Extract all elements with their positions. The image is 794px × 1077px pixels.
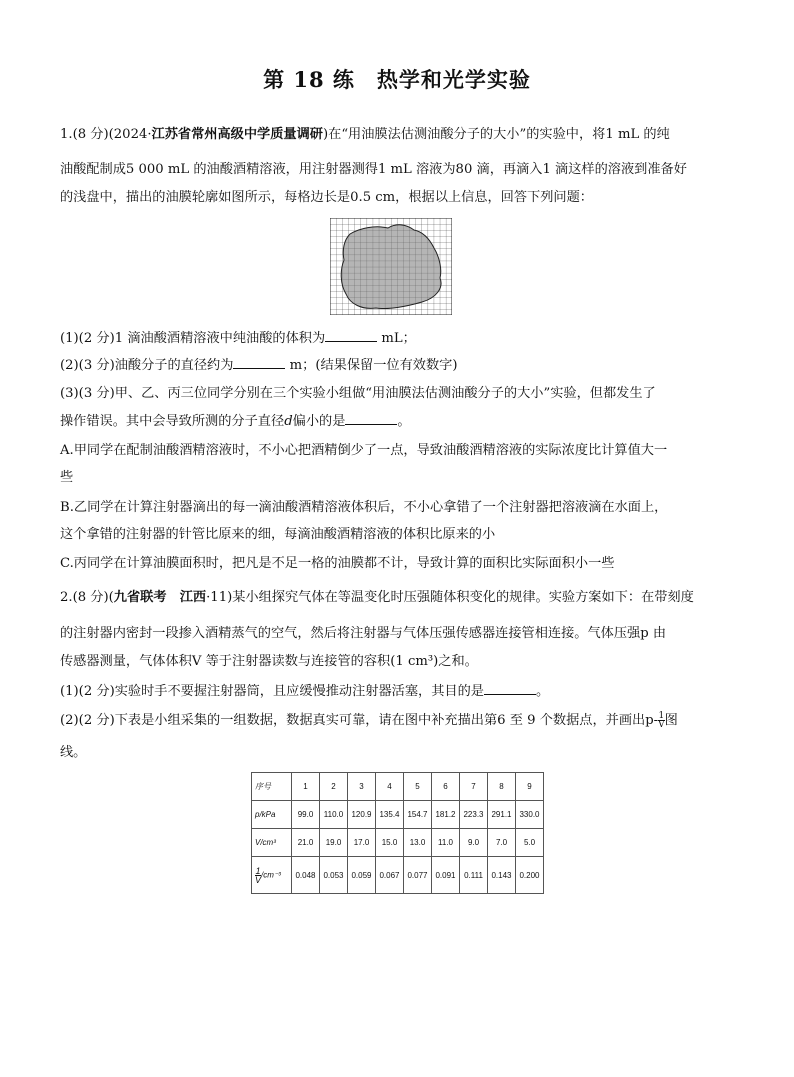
q1-option-b-line-1: B.乙同学在计算注射器滴出的每一滴油酸酒精溶液体积后，不小心拿错了一个注射器把溶液滴在水面上， [60,500,668,515]
table-cell: 8 [488,773,516,801]
q1-sub1 [60,329,750,348]
q1-line-3: 的浅盘中，描出的油膜轮廓如图所示，每格边长是0.5 cm，根据以上信息，回答下列问题： [60,190,593,205]
table-cell: 135.4 [376,801,404,829]
table-cell: 5 [404,773,432,801]
q1-option-b-line-2: 这个拿错的注射器的针管比原来的细，每滴油酸酒精溶液的体积比原来的小 [60,527,496,542]
q1-sub3-line-1: (3)(3 分)甲、乙、丙三位同学分别在三个实验小组做“用油膜法估测油酸分子的大小”实验，但都发生了 [60,386,656,401]
row-label-unit: /cm⁻³ [261,870,281,880]
q2-line-3: 传感器测量，气体体积V 等于注射器读数与连接管的容积(1 cm³)之和。 [60,654,478,669]
q2-head: 2.(8 分)( [60,590,114,605]
table-cell: 110.0 [320,801,348,829]
q2-sub2-text: (2)(2 分)下表是小组采集的一组数据，数据真实可靠，请在图中补充描出第6 至 9 个数据点，并画出p- [60,713,659,728]
table-cell: 11.0 [432,829,460,857]
table-cell: 120.9 [348,801,376,829]
table-cell: 3 [348,773,376,801]
row-label-volume: V/cm³ [252,829,292,857]
table-cell: 4 [376,773,404,801]
table-cell: 0.091 [432,857,460,894]
table-cell: 0.053 [320,857,348,894]
row-label-inverse-volume [252,857,292,894]
row-label-pressure: p/kPa [252,801,292,829]
q2-sub1-end: 。 [536,684,550,699]
table-cell: 9.0 [460,829,488,857]
table-cell: 99.0 [292,801,320,829]
table-cell: 0.067 [376,857,404,894]
answer-blank-3[interactable] [345,412,397,425]
table-cell: 0.059 [348,857,376,894]
frac-denominator: V [658,720,665,730]
q1-sub3-line-2 [60,412,750,431]
q1-option-c: C.丙同学在计算油膜面积时，把凡是不足一格的油膜都不计，导致计算的面积比实际面积小一些 [60,556,615,571]
table-row-volume [252,829,544,857]
page-title: 第 18 练 热学和光学实验 [263,67,531,92]
q1-sub3-text: 操作错误。其中会导致所测的分子直径 [60,414,285,429]
table-row-pressure [252,801,544,829]
table-cell: 0.111 [460,857,488,894]
q1-sub2-unit: m；(结果保留一位有效数字) [285,358,458,373]
oil-film-figure [330,218,452,315]
answer-blank-4[interactable] [484,682,536,695]
table-cell: 181.2 [432,801,460,829]
table-cell: 17.0 [348,829,376,857]
answer-blank-2[interactable] [233,356,285,369]
row-frac-num: 1 [255,865,261,876]
q2-sub1-text: (1)(2 分)实验时手不要握注射器筒，且应缓慢推动注射器活塞，其目的是 [60,684,484,699]
table-cell: 5.0 [516,829,544,857]
table-cell: 19.0 [320,829,348,857]
table-cell: 13.0 [404,829,432,857]
table-cell: 7 [460,773,488,801]
table-cell: 9 [516,773,544,801]
table-cell: 0.200 [516,857,544,894]
table-row-inverse-volume [252,857,544,894]
q2-tail: ·11)某小组探究气体在等温变化时压强随体积变化的规律。实验方案如下：在带刻度 [206,590,694,605]
q1-line-2: 油酸配制成5 000 mL 的油酸酒精溶液，用注射器测得1 mL 溶液为80 滴，再滴入1 滴这样的溶液到准备好 [60,162,687,177]
table-cell: 1 [292,773,320,801]
q1-sub1-text: (1)(2 分)1 滴油酸酒精溶液中纯油酸的体积为 [60,331,326,346]
q2-sub2-end: 图 [664,713,678,728]
table-cell: 6 [432,773,460,801]
q1-sub3-text-b: 偏小的是 [292,414,346,429]
table-cell: 0.048 [292,857,320,894]
table-cell: 291.1 [488,801,516,829]
q1-sub3-var: d [284,414,293,429]
table-cell: 0.077 [404,857,432,894]
table-cell: 7.0 [488,829,516,857]
q2-sub1 [60,682,750,701]
q1-line-1 [60,126,750,144]
oil-film-outline [341,225,441,309]
q1-source: 江苏省常州高级中学质量调研 [151,127,323,142]
table-cell: 2 [320,773,348,801]
q1-sub2 [60,356,750,375]
q2-sub2-line-2: 线。 [60,745,87,760]
q2-line-2: 的注射器内密封一段掺入酒精蒸气的空气，然后将注射器与气体压强传感器连接管相连接。气体压强p 由 [60,626,667,641]
q1-option-a-line-1: A.甲同学在配制油酸酒精溶液时，不小心把酒精倒少了一点，导致油酸酒精溶液的实际浓度比计算值大一 [60,443,668,458]
row-label-index: 序号 [252,773,292,801]
frac-numerator: 1 [658,711,665,721]
q2-source: 九省联考 江西 [113,590,207,605]
q1-option-a-line-2: 些 [60,470,74,485]
table-cell: 0.143 [488,857,516,894]
q1-sub3-end: 。 [397,414,411,429]
table-row-index [252,773,544,801]
q1-tail: )在“用油膜法估测油酸分子的大小”的实验中，将1 mL 的纯 [322,127,670,142]
table-cell: 15.0 [376,829,404,857]
table-cell: 330.0 [516,801,544,829]
q2-sub2 [60,712,750,730]
q2-line-1 [60,589,750,607]
q1-sub2-text: (2)(3 分)油酸分子的直径约为 [60,358,234,373]
table-cell: 223.3 [460,801,488,829]
q1-sub1-unit: mL； [377,331,416,346]
data-table [251,772,544,894]
table-cell: 21.0 [292,829,320,857]
table-cell: 154.7 [404,801,432,829]
answer-blank-1[interactable] [325,329,377,342]
row-frac-den: V [255,874,262,885]
q1-head: 1.(8 分)(2024· [60,127,152,142]
